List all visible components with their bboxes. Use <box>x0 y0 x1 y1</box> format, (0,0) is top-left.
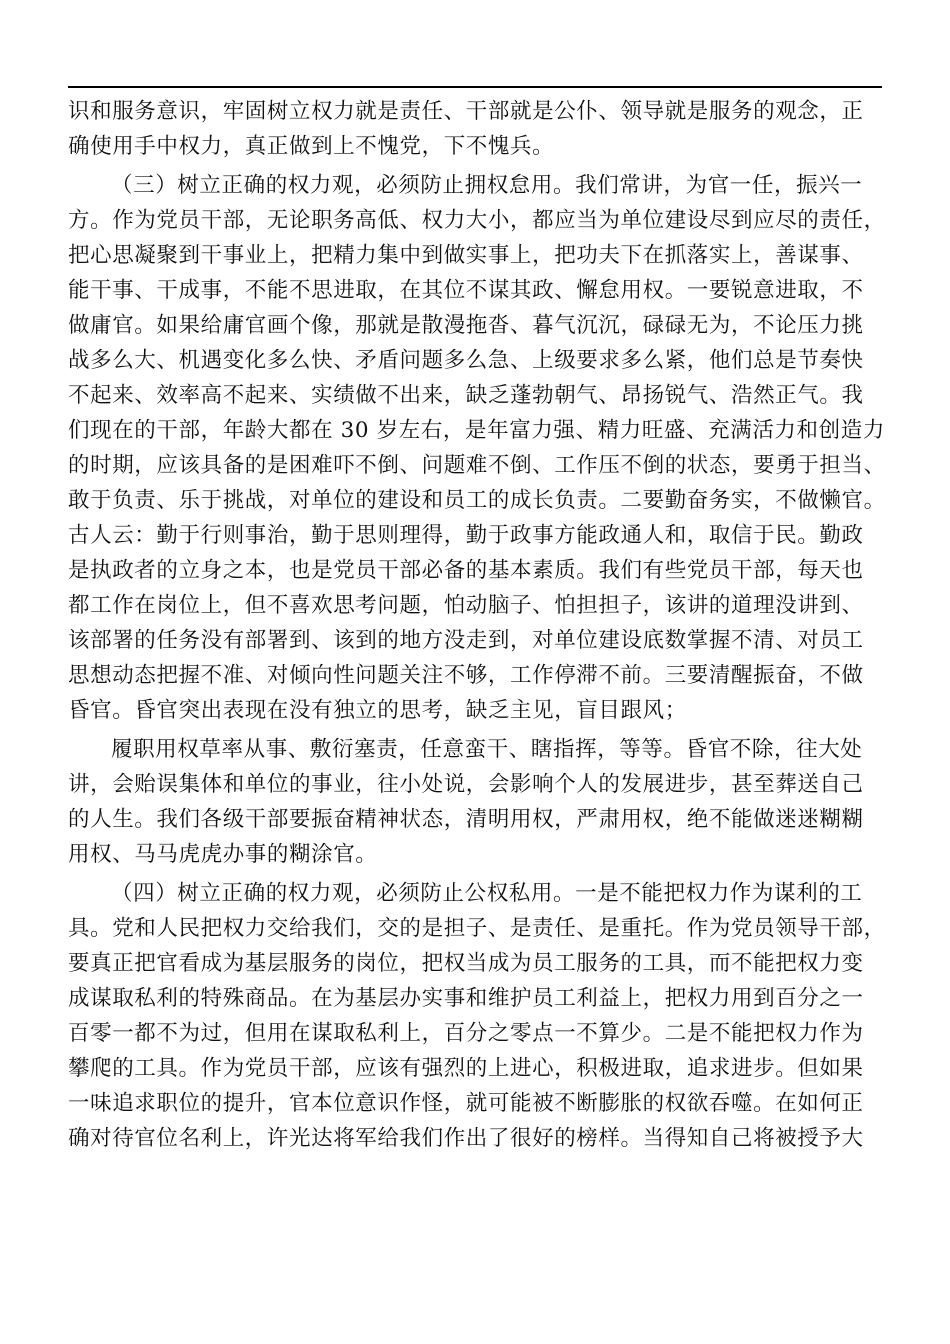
text-line: 成谋取私利的特殊商品。在为基层办实事和维护员工利益上，把权力用到百分之一 <box>68 986 864 1011</box>
text-line: 做庸官。如果给庸官画个像，那就是散漫拖沓、暮气沉沉，碌碌无为，不论压力挑 <box>68 313 864 338</box>
text-line: 要真正把官看成为基层服务的岗位，把权当成为员工服务的工具，而不能把权力变 <box>68 951 864 976</box>
header-rule <box>68 86 882 88</box>
paragraph-4 <box>68 876 888 1156</box>
text-line: 履职用权草率从事、敷衍塞责，任意蛮干、瞎指挥，等等。昏官不除，往大处 <box>111 737 863 762</box>
text-line: 一味追求职位的提升，官本位意识作怪，就可能被不断膨胀的权欲吞噬。在如何正 <box>68 1091 864 1116</box>
text-line: 该部署的任务没有部署到、该到的地方没走到，对单位建设底数掌握不清、对员工 <box>68 628 864 653</box>
text-line: 不起来、效率高不起来、实绩做不出来，缺乏蓬勃朝气、昂扬锐气、浩然正气。我 <box>68 383 864 408</box>
text-line: 都工作在岗位上，但不喜欢思考问题，怕动脑子、怕担担子，该讲的道理没讲到、 <box>68 593 864 618</box>
paragraph-3 <box>68 732 888 872</box>
paragraph-1 <box>68 94 888 164</box>
text-line: 用权、马马虎虎办事的糊涂官。 <box>68 842 378 867</box>
text-line: 是执政者的立身之本，也是党员干部必备的基本素质。我们有些党员干部，每天也 <box>68 558 864 583</box>
text-line: 具。党和人民把权力交给我们，交的是担子、是责任、是重托。作为党员领导干部， <box>68 916 886 941</box>
text-line: 的人生。我们各级干部要振奋精神状态，清明用权，严肃用权，绝不能做迷迷糊糊 <box>68 807 864 832</box>
text-line: 确对待官位名利上，许光达将军给我们作出了很好的榜样。当得知自己将被授予大 <box>68 1126 864 1151</box>
text-line: 昏官。昏官突出表现在没有独立的思考，缺乏主见，盲目跟风； <box>68 698 687 723</box>
text-line: 百零一都不为过，但用在谋取私利上，百分之零点一不算少。二是不能把权力作为 <box>68 1021 864 1046</box>
document-body <box>68 94 888 1156</box>
text-line: （三）树立正确的权力观，必须防止拥权怠用。我们常讲，为官一任，振兴一 <box>111 173 863 198</box>
text-line: 敢于负责、乐于挑战，对单位的建设和员工的成长负责。二要勤奋务实，不做懒官。 <box>68 488 886 513</box>
text-line: 思想动态把握不准、对倾向性问题关注不够，工作停滞不前。三要清醒振奋，不做 <box>68 663 864 688</box>
text-line: 攀爬的工具。作为党员干部，应该有强烈的上进心，积极进取，追求进步。但如果 <box>68 1056 864 1081</box>
text-line: （四）树立正确的权力观，必须防止公权私用。一是不能把权力作为谋利的工 <box>111 881 863 906</box>
paragraph-2 <box>68 168 888 728</box>
text-line: 战多么大、机遇变化多么快、矛盾问题多么急、上级要求多么紧，他们总是节奏快 <box>68 348 864 373</box>
text-line: 古人云：勤于行则事治，勤于思则理得，勤于政事方能政通人和，取信于民。勤政 <box>68 523 864 548</box>
text-line: 能干事、干成事，不能不思进取，在其位不谋其政、懈怠用权。一要锐意进取，不 <box>68 278 864 303</box>
text-line: 的时期，应该具备的是困难吓不倒、问题难不倒、工作压不倒的状态，要勇于担当、 <box>68 453 886 478</box>
text-line: 识和服务意识，牢固树立权力就是责任、干部就是公仆、领导就是服务的观念，正 <box>68 99 864 124</box>
text-line: 把心思凝聚到干事业上，把精力集中到做实事上，把功夫下在抓落实上，善谋事、 <box>68 243 864 268</box>
text-line: 确使用手中权力，真正做到上不愧党，下不愧兵。 <box>68 134 555 159</box>
text-line: 方。作为党员干部，无论职务高低、权力大小，都应当为单位建设尽到应尽的责任， <box>68 208 886 233</box>
text-line: 讲，会贻误集体和单位的事业，往小处说，会影响个人的发展进步，甚至葬送自己 <box>68 772 864 797</box>
text-line: 们现在的干部，年龄大都在 30 岁左右，是年富力强、精力旺盛、充满活力和创造力 <box>68 418 885 443</box>
